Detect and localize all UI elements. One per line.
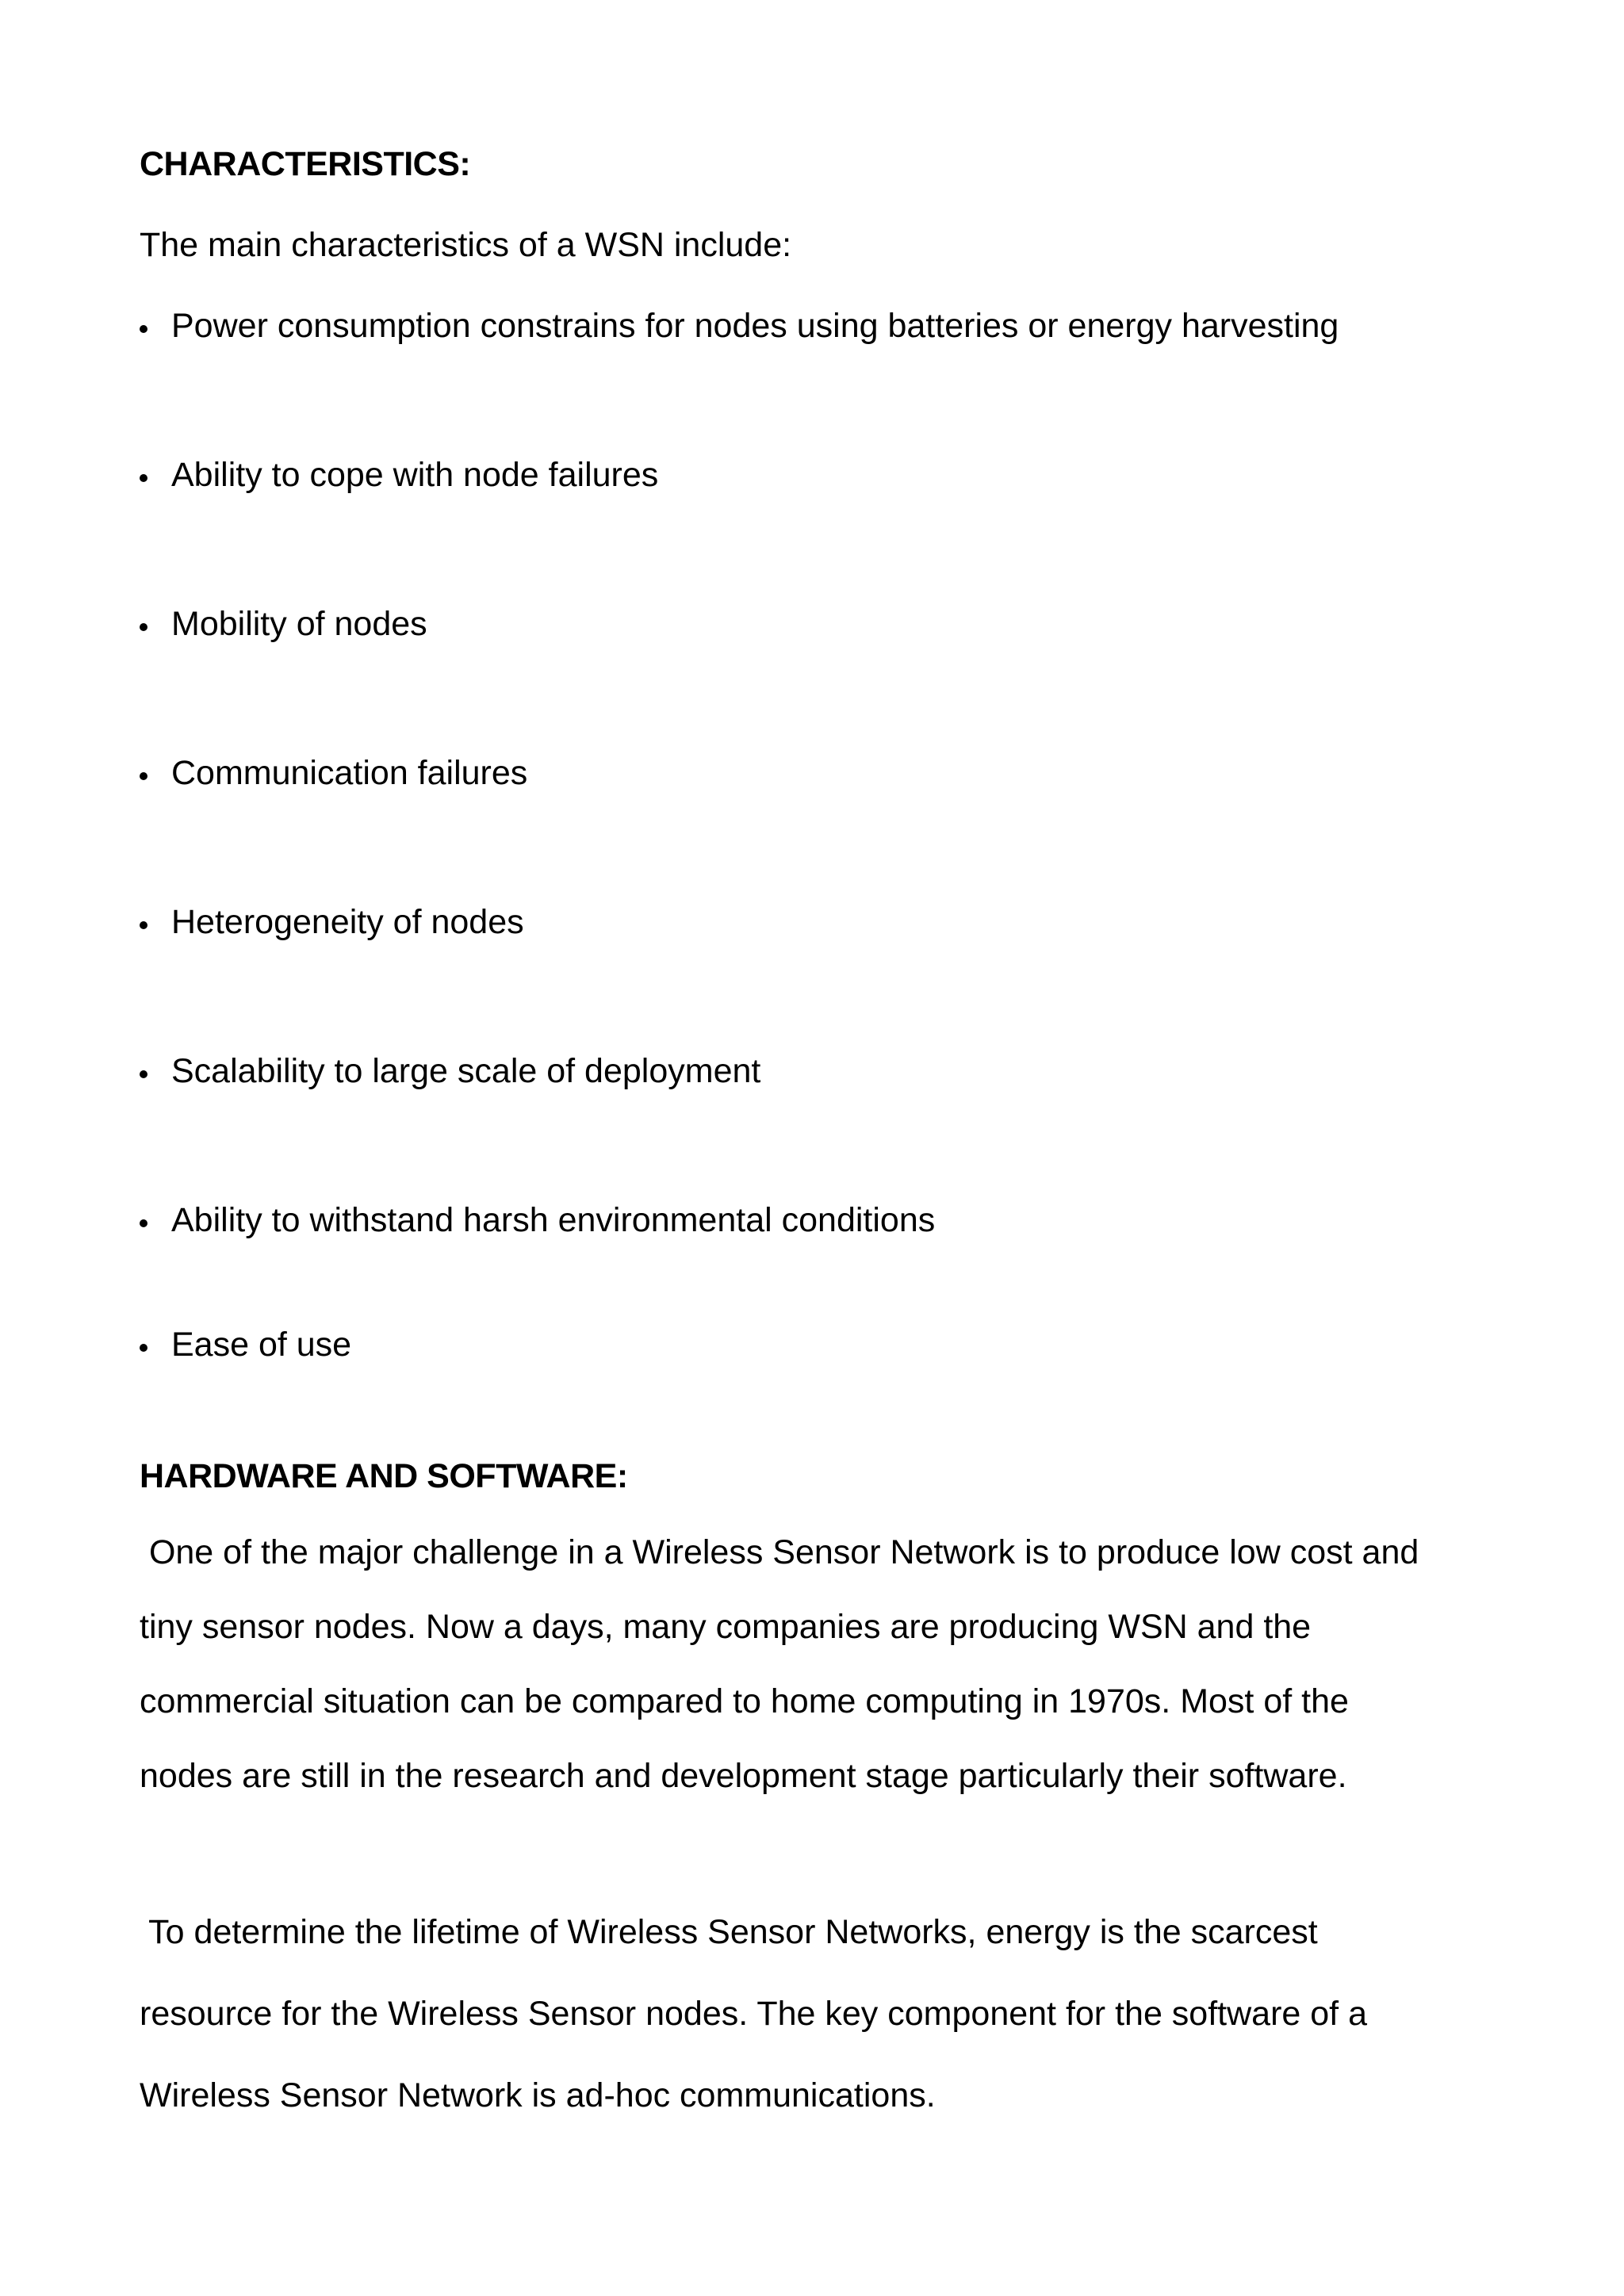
characteristics-heading: CHARACTERISTICS: <box>140 145 471 183</box>
list-item-text: Heterogeneity of nodes <box>171 903 524 941</box>
bullet-icon <box>140 623 147 631</box>
paragraph-line: tiny sensor nodes. Now a days, many companies are producing WSN and the <box>140 1608 1312 1646</box>
list-item <box>140 1203 935 1238</box>
bullet-icon <box>140 474 147 482</box>
list-item-text: Mobility of nodes <box>171 605 427 643</box>
list-item <box>140 458 658 492</box>
hardware-software-heading: HARDWARE AND SOFTWARE: <box>140 1457 628 1495</box>
paragraph-line: commercial situation can be compared to home computing in 1970s. Most of the <box>140 1682 1349 1720</box>
paragraph-line: nodes are still in the research and development stage particularly their software. <box>140 1757 1347 1795</box>
list-item-text: Ability to cope with node failures <box>171 456 659 494</box>
list-item-text: Scalability to large scale of deployment <box>171 1052 761 1090</box>
bullet-icon <box>140 921 147 929</box>
list-item <box>140 309 1339 343</box>
list-item <box>140 607 427 641</box>
bullet-icon <box>140 1344 147 1352</box>
list-item-text: Ease of use <box>171 1326 352 1364</box>
list-item-text: Communication failures <box>171 754 528 792</box>
paragraph-line: Wireless Sensor Network is ad-hoc communications. <box>140 2076 936 2114</box>
list-item <box>140 905 524 939</box>
paragraph-line: To determine the lifetime of Wireless Sensor Networks, energy is the scarcest <box>140 1913 1318 1951</box>
characteristics-intro: The main characteristics of a WSN include: <box>140 226 792 264</box>
bullet-icon <box>140 1070 147 1078</box>
bullet-icon <box>140 772 147 780</box>
bullet-icon <box>140 1219 147 1227</box>
list-item-text: Ability to withstand harsh environmental conditions <box>171 1201 936 1239</box>
list-item-text: Power consumption constrains for nodes using batteries or energy harvesting <box>171 307 1339 345</box>
paragraph-line: resource for the Wireless Sensor nodes. The key component for the software of a <box>140 1995 1367 2033</box>
bullet-icon <box>140 325 147 333</box>
list-item <box>140 756 527 790</box>
list-item <box>140 1054 760 1089</box>
list-item <box>140 1328 351 1362</box>
paragraph-line: One of the major challenge in a Wireless Sensor Network is to produce low cost and <box>140 1533 1419 1571</box>
